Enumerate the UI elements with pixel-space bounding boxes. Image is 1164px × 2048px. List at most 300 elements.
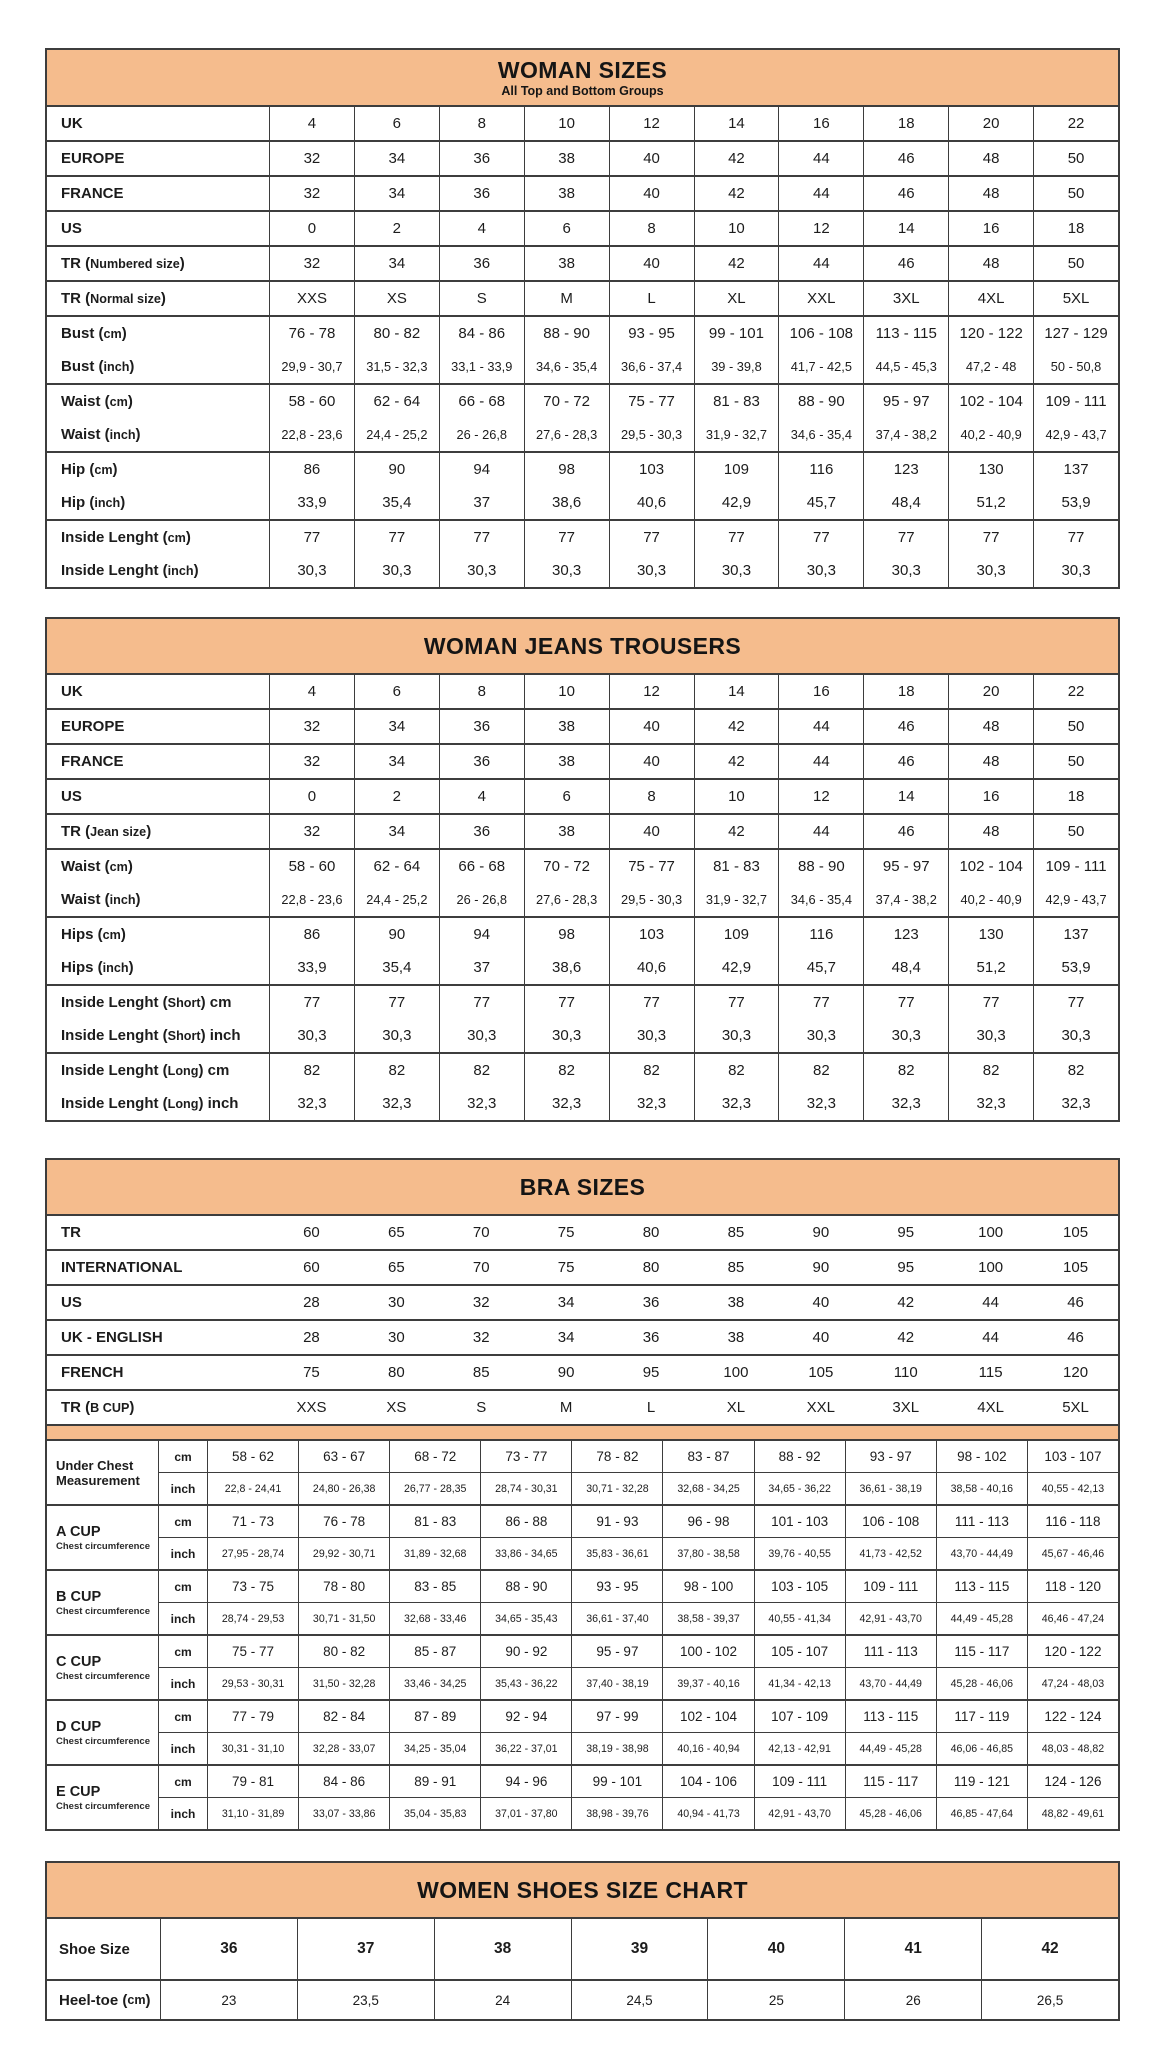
cell-value: 14 — [694, 107, 779, 140]
table-row — [47, 1321, 1118, 1354]
cell-value: 70 - 72 — [524, 385, 609, 418]
bra-cup-label-cell — [47, 1506, 159, 1569]
cell-value: 127 - 129 — [1033, 317, 1118, 350]
cell-value: 120 - 122 — [1027, 1636, 1118, 1667]
row-label: Hips ( inch ) — [61, 959, 134, 976]
table-row-group — [47, 745, 1118, 780]
cell-value: 106 - 108 — [778, 317, 863, 350]
cell-value: 46 — [1067, 1329, 1084, 1346]
cell-value: 94 — [439, 453, 524, 486]
cell-value: 32,28 - 33,07 — [298, 1733, 389, 1764]
cell-value: 82 - 84 — [298, 1701, 389, 1732]
cell-value: 32,3 — [694, 1087, 779, 1120]
cell-value: 70 — [472, 1259, 490, 1276]
cell-value: 77 — [609, 521, 694, 554]
cell-value: 82 — [778, 1054, 863, 1087]
cell-value: 130 — [948, 453, 1033, 486]
women-shoes-title: WOMEN SHOES SIZE CHART — [417, 1877, 748, 1903]
cell-value: 32,3 — [1033, 1087, 1118, 1120]
cell-value: 36,22 - 37,01 — [480, 1733, 571, 1764]
table-row-group — [47, 177, 1118, 212]
table-row-group — [47, 142, 1118, 177]
cell-value: 44 — [778, 247, 863, 280]
cell-value: 47,24 - 48,03 — [1027, 1668, 1118, 1699]
cell-value: 93 - 97 — [845, 1441, 936, 1472]
cell-value: 70 - 72 — [524, 850, 609, 883]
cell-value: 45,7 — [778, 951, 863, 984]
row-label: Bust ( inch ) — [61, 358, 135, 375]
cell-value: 101 - 103 — [754, 1506, 845, 1537]
table-row — [47, 1019, 1118, 1052]
cell-value: 32,3 — [354, 1087, 439, 1120]
cell-value: 37 — [439, 486, 524, 519]
row-label: EUROPE — [61, 718, 125, 735]
cup-label: Under Chest Measurement — [56, 1457, 140, 1488]
cup-sublabel: Chest circumference — [56, 1540, 150, 1552]
cell-value: 91 - 93 — [571, 1506, 662, 1537]
cell-value: 42 — [981, 1919, 1118, 1979]
cell-value: 100 — [723, 1364, 749, 1381]
cell-value: 16 — [778, 675, 863, 708]
woman-sizes-title: WOMAN SIZES — [497, 57, 668, 83]
cell-value: 18 — [1033, 780, 1118, 813]
unit-label: inch — [170, 1741, 196, 1756]
cell-value: 39,76 - 40,55 — [754, 1538, 845, 1569]
cell-value: 109 — [694, 453, 779, 486]
cell-value: 26,5 — [981, 1981, 1118, 2019]
woman-jeans-header — [47, 619, 1118, 675]
cell-value: 96 - 98 — [662, 1506, 753, 1537]
cell-value: 73 - 75 — [207, 1571, 298, 1602]
bra-sizes-header — [47, 1160, 1118, 1216]
row-label: Waist ( cm ) — [61, 393, 133, 410]
cell-value: 65 — [388, 1224, 405, 1241]
cell-value: 35,04 - 35,83 — [389, 1798, 480, 1829]
cell-value: 30,3 — [694, 554, 779, 587]
cell-value: 118 - 120 — [1027, 1571, 1118, 1602]
cell-value: 28,74 - 30,31 — [480, 1473, 571, 1504]
cell-value: 90 — [812, 1224, 830, 1241]
cell-value: 82 — [948, 1054, 1033, 1087]
cell-value: 53,9 — [1033, 486, 1118, 519]
cell-value: 30,3 — [354, 1019, 439, 1052]
cell-value: 50 — [1033, 142, 1118, 175]
cell-value: 116 — [778, 918, 863, 951]
cell-value: 40 — [609, 142, 694, 175]
cell-value: 66 - 68 — [439, 850, 524, 883]
cell-value: 30,71 - 31,50 — [298, 1603, 389, 1634]
cell-value: 32,3 — [863, 1087, 948, 1120]
cell-value: 34,6 - 35,4 — [778, 883, 863, 916]
cell-value: 95 — [897, 1259, 915, 1276]
cell-value: 60 — [303, 1259, 320, 1276]
cell-value: 4 — [269, 675, 354, 708]
cell-value: 24,5 — [571, 1981, 708, 2019]
row-label: TR — [61, 1224, 81, 1241]
cell-value: 77 — [609, 986, 694, 1019]
cell-value: 31,9 - 32,7 — [694, 883, 779, 916]
unit-label: inch — [170, 1611, 196, 1626]
cell-value: 27,6 - 28,3 — [524, 418, 609, 451]
cell-value: 16 — [778, 107, 863, 140]
cell-value: 102 - 104 — [948, 385, 1033, 418]
cell-value: 36,61 - 37,40 — [571, 1603, 662, 1634]
cell-value: 22 — [1033, 107, 1118, 140]
row-label: TR ( B CUP ) — [61, 1399, 135, 1416]
table-row-group — [47, 1321, 1118, 1356]
cell-value: 38,6 — [524, 486, 609, 519]
cell-value: 44 — [778, 710, 863, 743]
cell-value: 32,3 — [524, 1087, 609, 1120]
table-row — [47, 453, 1118, 486]
cell-value: 36 — [439, 815, 524, 848]
cell-value: 42,9 - 43,7 — [1033, 883, 1118, 916]
cup-label: C CUP — [56, 1653, 102, 1670]
bra-cup-group — [47, 1506, 1118, 1571]
cell-value: 84 - 86 — [298, 1766, 389, 1797]
cell-value: 18 — [1033, 212, 1118, 245]
cell-value: 88 - 90 — [778, 850, 863, 883]
cell-value: 48 — [948, 142, 1033, 175]
row-label: FRANCE — [61, 753, 124, 770]
cell-value: 38,6 — [524, 951, 609, 984]
table-row-group — [47, 317, 1118, 385]
cell-value: 85 - 87 — [389, 1636, 480, 1667]
table-row — [159, 1798, 1118, 1829]
unit-label: inch — [170, 1676, 196, 1691]
cell-value: 45,7 — [778, 486, 863, 519]
cell-value: 77 — [1033, 521, 1118, 554]
cell-value: 77 — [694, 521, 779, 554]
cell-value: 31,89 - 32,68 — [389, 1538, 480, 1569]
cell-value: 75 — [557, 1259, 575, 1276]
cup-label: E CUP — [56, 1783, 101, 1800]
cell-value: 109 - 111 — [1033, 385, 1118, 418]
cell-value: 58 - 60 — [269, 850, 354, 883]
cell-value: 33,1 - 33,9 — [439, 350, 524, 383]
cell-value: 102 - 104 — [662, 1701, 753, 1732]
cell-value: 105 — [808, 1364, 834, 1381]
row-label: Inside Lenght ( Long ) inch — [61, 1095, 239, 1112]
cell-value: 94 - 96 — [480, 1766, 571, 1797]
cell-value: 6 — [524, 212, 609, 245]
cell-value: 38 — [524, 177, 609, 210]
table-row — [47, 918, 1118, 951]
cell-value: 82 — [269, 1054, 354, 1087]
cell-value: 41,73 - 42,52 — [845, 1538, 936, 1569]
cell-value: 30 — [388, 1294, 405, 1311]
cell-value: 24 — [434, 1981, 571, 2019]
cell-value: 120 — [1063, 1364, 1089, 1381]
row-label: FRENCH — [61, 1364, 124, 1381]
table-row-group — [47, 1054, 1118, 1120]
cell-value: 38 — [727, 1329, 745, 1346]
cell-value: 88 - 90 — [524, 317, 609, 350]
cell-value: 81 - 83 — [694, 385, 779, 418]
cup-rows — [159, 1636, 1118, 1699]
cell-value: 75 - 77 — [207, 1636, 298, 1667]
table-row — [159, 1506, 1118, 1538]
bra-cup-body — [47, 1441, 1118, 1829]
cell-value: 32 — [472, 1294, 490, 1311]
row-label: Shoe Size — [59, 1940, 130, 1958]
cell-value: 80 — [642, 1224, 660, 1241]
cell-value: 34 — [354, 745, 439, 778]
row-label: EUROPE — [61, 150, 125, 167]
cell-value: 48,4 — [863, 486, 948, 519]
cell-value: 32 — [269, 710, 354, 743]
cell-value: 5XL — [1062, 1399, 1089, 1416]
unit-label: inch — [170, 1481, 196, 1496]
cell-value: 2 — [354, 212, 439, 245]
table-row — [47, 951, 1118, 984]
cell-value: 42 — [897, 1294, 915, 1311]
row-label: Hip ( inch ) — [61, 494, 126, 511]
cell-value: 12 — [609, 675, 694, 708]
cell-value: XXS — [296, 1399, 327, 1416]
table-row-group — [47, 850, 1118, 918]
cell-value: 46 — [863, 142, 948, 175]
cell-value: 105 — [1063, 1259, 1089, 1276]
row-label: Inside Lenght ( Short ) cm — [61, 994, 232, 1011]
cell-value: 30,3 — [1033, 554, 1118, 587]
cell-value: 42 — [694, 710, 779, 743]
cell-value: 87 - 89 — [389, 1701, 480, 1732]
cell-value: 38,19 - 38,98 — [571, 1733, 662, 1764]
table-row-group — [47, 521, 1118, 587]
cell-value: 80 — [642, 1259, 660, 1276]
cell-value: 58 - 60 — [269, 385, 354, 418]
cell-value: 28 — [303, 1294, 320, 1311]
cell-value: 23 — [160, 1981, 297, 2019]
cell-value: 40,6 — [609, 486, 694, 519]
cell-value: 33,86 - 34,65 — [480, 1538, 571, 1569]
cell-value: 50 — [1033, 815, 1118, 848]
cell-value: 16 — [948, 780, 1033, 813]
cell-value: 34,25 - 35,04 — [389, 1733, 480, 1764]
table-row — [47, 521, 1118, 554]
cell-value: 32 — [269, 247, 354, 280]
table-row-group — [47, 1391, 1118, 1424]
cell-value: 86 - 88 — [480, 1506, 571, 1537]
table-row — [159, 1538, 1118, 1569]
cell-value: 37,40 - 38,19 — [571, 1668, 662, 1699]
cell-value: 32 — [472, 1329, 490, 1346]
cell-value: 100 - 102 — [662, 1636, 753, 1667]
cell-value: 30,3 — [609, 554, 694, 587]
cell-value: 45,28 - 46,06 — [936, 1668, 1027, 1699]
cell-value: 43,70 - 44,49 — [845, 1668, 936, 1699]
cell-value: 2 — [354, 780, 439, 813]
table-row — [159, 1668, 1118, 1699]
cell-value: 77 — [863, 986, 948, 1019]
cell-value: 40 — [609, 177, 694, 210]
bra-cup-label-cell — [47, 1571, 159, 1634]
table-row — [47, 1981, 1118, 2019]
cell-value: 51,2 — [948, 486, 1033, 519]
cell-value: XXS — [269, 282, 354, 315]
cell-value: 30,3 — [609, 1019, 694, 1052]
table-row — [47, 1251, 1118, 1284]
cell-value: 93 - 95 — [571, 1571, 662, 1602]
cell-value: 6 — [354, 107, 439, 140]
row-label: Hip ( cm ) — [61, 461, 118, 478]
cell-value: M — [559, 1399, 573, 1416]
cell-value: 18 — [863, 107, 948, 140]
cell-value: 8 — [609, 212, 694, 245]
cell-value: 34 — [354, 247, 439, 280]
cell-value: 85 — [727, 1259, 745, 1276]
row-label: FRANCE — [61, 185, 124, 202]
cell-value: 40,2 - 40,9 — [948, 883, 1033, 916]
row-label: US — [61, 1294, 82, 1311]
cell-value: 42 — [694, 177, 779, 210]
cell-value: 32 — [269, 142, 354, 175]
cell-value: 40,6 — [609, 951, 694, 984]
cell-value: 83 - 85 — [389, 1571, 480, 1602]
cell-value: 33,07 - 33,86 — [298, 1798, 389, 1829]
cell-value: 98 - 100 — [662, 1571, 753, 1602]
cell-value: 32,68 - 33,46 — [389, 1603, 480, 1634]
cell-value: 14 — [863, 780, 948, 813]
bra-cup-group — [47, 1571, 1118, 1636]
cell-value: 44,5 - 45,3 — [863, 350, 948, 383]
bra-cup-group — [47, 1636, 1118, 1701]
cell-value: 24,4 - 25,2 — [354, 883, 439, 916]
cell-value: 26 - 26,8 — [439, 418, 524, 451]
cell-value: 77 — [948, 986, 1033, 1019]
row-label: Waist ( inch ) — [61, 891, 141, 908]
cell-value: 116 - 118 — [1027, 1506, 1118, 1537]
table-row — [47, 554, 1118, 587]
cell-value: 88 - 90 — [480, 1571, 571, 1602]
cell-value: 29,5 - 30,3 — [609, 418, 694, 451]
bra-cup-group — [47, 1766, 1118, 1829]
table-row — [47, 710, 1118, 743]
cell-value: 30,3 — [524, 1019, 609, 1052]
cup-label: A CUP — [56, 1523, 101, 1540]
cell-value: 46,46 - 47,24 — [1027, 1603, 1118, 1634]
table-row — [159, 1571, 1118, 1603]
cell-value: 123 — [863, 918, 948, 951]
cell-value: 81 - 83 — [389, 1506, 480, 1537]
cell-value: 34 — [354, 142, 439, 175]
cell-value: 42 — [694, 142, 779, 175]
cell-value: 30,3 — [948, 554, 1033, 587]
cell-value: 77 — [778, 521, 863, 554]
cell-value: 75 - 77 — [609, 385, 694, 418]
row-label: Waist ( cm ) — [61, 858, 133, 875]
cell-value: 36 — [439, 177, 524, 210]
cell-value: 35,4 — [354, 486, 439, 519]
unit-label: cm — [174, 1644, 192, 1659]
cell-value: 29,5 - 30,3 — [609, 883, 694, 916]
cell-value: 120 - 122 — [948, 317, 1033, 350]
women-shoes-body — [47, 1919, 1118, 2019]
bra-cup-label-cell — [47, 1441, 159, 1504]
cell-value: 82 — [694, 1054, 779, 1087]
women-shoes-table — [45, 1861, 1120, 2021]
cell-value: 38 — [524, 745, 609, 778]
cell-value: 42,91 - 43,70 — [845, 1603, 936, 1634]
cell-value: 82 — [439, 1054, 524, 1087]
cell-value: 77 — [269, 521, 354, 554]
cell-value: 3XL — [892, 1399, 920, 1416]
bra-cup-label-cell — [47, 1701, 159, 1764]
cell-value: 77 — [1033, 986, 1118, 1019]
row-label: Inside Lenght ( Short ) inch — [61, 1027, 241, 1044]
cell-value: 110 — [893, 1364, 918, 1381]
table-row-group — [47, 1216, 1118, 1251]
cell-value: 46 — [863, 177, 948, 210]
cell-value: S — [439, 282, 524, 315]
cell-value: 88 - 90 — [778, 385, 863, 418]
cell-value: 20 — [948, 107, 1033, 140]
cup-label: B CUP — [56, 1588, 102, 1605]
cell-value: 38,58 - 40,16 — [936, 1473, 1027, 1504]
cell-value: 109 - 111 — [1033, 850, 1118, 883]
cell-value: 32,68 - 34,25 — [662, 1473, 753, 1504]
cell-value: 40,2 - 40,9 — [948, 418, 1033, 451]
cell-value: 18 — [863, 675, 948, 708]
cell-value: 30,3 — [863, 1019, 948, 1052]
cell-value: 77 — [524, 521, 609, 554]
cell-value: 93 - 95 — [609, 317, 694, 350]
cell-value: 100 — [978, 1224, 1004, 1241]
cell-value: 30,31 - 31,10 — [207, 1733, 298, 1764]
bra-cup-group — [47, 1701, 1118, 1766]
table-row-group — [47, 385, 1118, 453]
table-row-group — [47, 107, 1118, 142]
cell-value: 66 - 68 — [439, 385, 524, 418]
cell-value: 42,9 — [694, 486, 779, 519]
cell-value: 37,4 - 38,2 — [863, 418, 948, 451]
cell-value: 23,5 — [297, 1981, 434, 2019]
cell-value: 10 — [524, 675, 609, 708]
cell-value: 90 - 92 — [480, 1636, 571, 1667]
cell-value: 0 — [269, 780, 354, 813]
cell-value: 38 — [524, 247, 609, 280]
cell-value: 16 — [948, 212, 1033, 245]
table-row-group — [47, 212, 1118, 247]
cell-value: 44 — [778, 745, 863, 778]
cell-value: 42,9 - 43,7 — [1033, 418, 1118, 451]
cup-rows — [159, 1701, 1118, 1764]
cell-value: 77 — [778, 986, 863, 1019]
cell-value: 98 — [524, 453, 609, 486]
cell-value: 34 — [557, 1329, 575, 1346]
bra-sizes-table — [45, 1158, 1120, 1831]
cell-value: 25 — [707, 1981, 844, 2019]
row-label: Inside Lenght ( inch ) — [61, 562, 199, 579]
cell-value: 28 — [303, 1329, 320, 1346]
cell-value: 39 - 39,8 — [694, 350, 779, 383]
cell-value: 24,4 - 25,2 — [354, 418, 439, 451]
cell-value: 12 — [609, 107, 694, 140]
cell-value: 111 - 113 — [845, 1636, 936, 1667]
cell-value: 40 — [609, 815, 694, 848]
cell-value: 34 — [354, 710, 439, 743]
cell-value: 48,4 — [863, 951, 948, 984]
cell-value: 109 - 111 — [845, 1571, 936, 1602]
table-row — [159, 1603, 1118, 1634]
table-row — [47, 745, 1118, 778]
cell-value: 48,82 - 49,61 — [1027, 1798, 1118, 1829]
cell-value: 42 — [694, 815, 779, 848]
table-row-group — [47, 710, 1118, 745]
cell-value: 123 — [863, 453, 948, 486]
cell-value: 14 — [694, 675, 779, 708]
